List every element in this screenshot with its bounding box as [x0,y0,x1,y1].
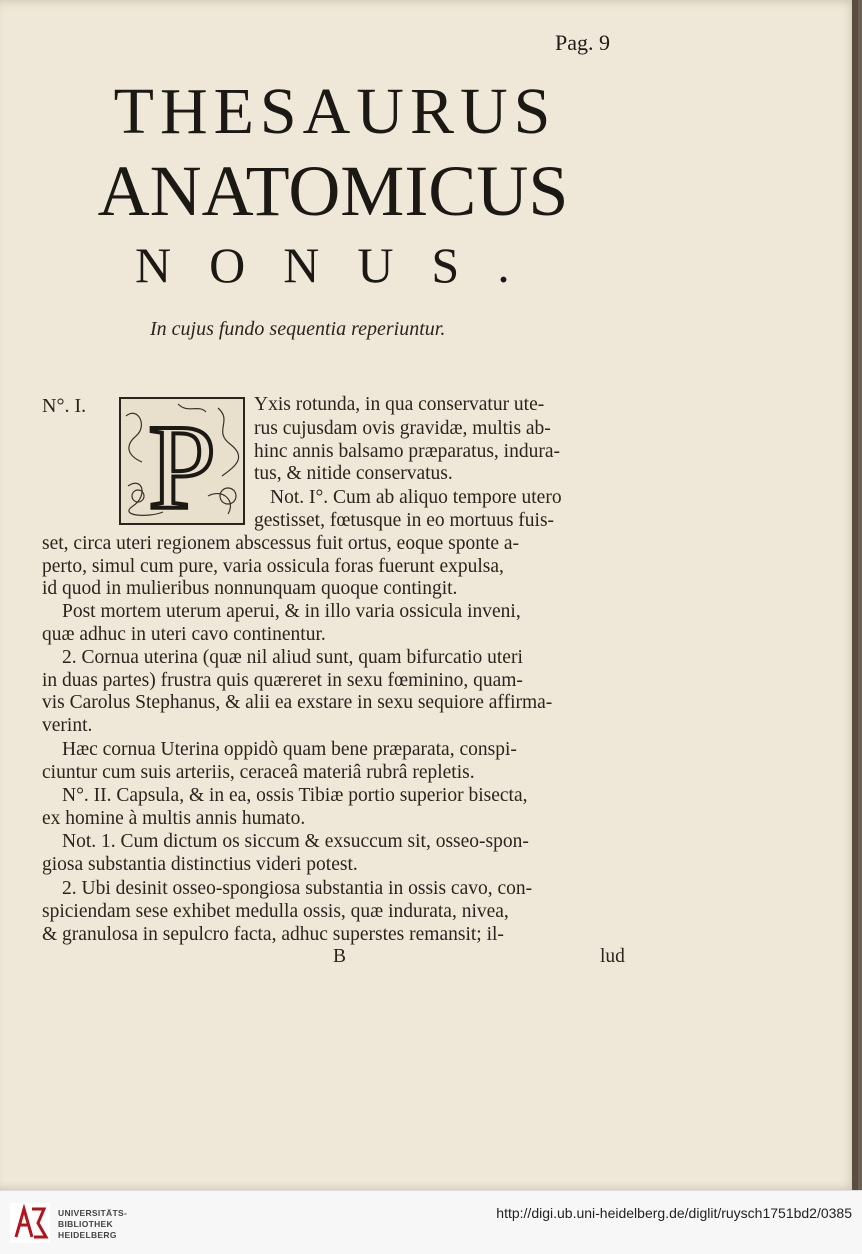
text-line: ex homine à multis annis humato. [42,808,306,829]
catchword: lud [600,946,625,967]
text-line: Yxis rotunda, in qua conservatur ute- [254,394,545,415]
decorated-initial-p-icon [118,396,246,526]
institution-line-1: UNIVERSITÄTS- [58,1208,128,1218]
institution-line-3: HEIDELBERG [58,1230,117,1240]
text-line: ciuntur cum suis arteriis, ceraceâ materiâ rubrâ repletis. [42,762,475,783]
text-line: Hæc cornua Uterina oppidò quam bene præparata, conspi- [62,739,517,760]
text-line: in duas partes) frustra quis quæreret in sexu fœminino, quam- [42,670,523,691]
university-library-logo-icon[interactable] [10,1203,50,1243]
signature-mark: B [333,946,347,967]
text-line: Not. I°. Cum ab aliquo tempore utero [270,487,562,508]
text-line: N°. II. Capsula, & in ea, ossis Tibiæ portio superior bisecta, [62,785,528,806]
text-line: gestisset, fœtusque in eo mortuus fuis- [254,510,555,531]
text-line: set, circa uteri regionem abscessus fuit ortus, eoque sponte a- [42,533,520,554]
text-line: spiciendam sese exhibet medulla ossis, quæ indurata, nivea, [42,901,509,922]
subtitle: In cujus fundo sequentia reperiuntur. [150,318,446,340]
institution-line-2: BIBLIOTHEK [58,1219,113,1229]
text-line: & granulosa in sepulcro facta, adhuc superstes remansit; il- [42,924,504,945]
title-line-1: THESAURUS [113,75,557,148]
text-line: perto, simul cum pure, varia ossicula foras fuerunt expulsa, [42,556,504,577]
text-line: Post mortem uterum aperui, & in illo varia ossicula inveni, [62,601,521,622]
title-line-2: ANATOMICUS [97,151,569,231]
text-line: 2. Cornua uterina (quæ nil aliud sunt, quam bifurcatio uteri [62,647,523,668]
text-line: quæ adhuc in uteri cavo continentur. [42,624,326,645]
text-line: giosa substantia distinctius videri potest. [42,854,358,875]
text-line: Not. 1. Cum dictum os siccum & exsuccum sit, osseo-spon- [62,831,529,852]
text-line: 2. Ubi desinit osseo-spongiosa substantia in ossis cavo, con- [62,878,533,899]
text-line: tus, & nitide conservatus. [254,463,453,484]
page-number: Pag. 9 [555,30,610,55]
text-line: rus cujusdam ovis gravidæ, multis ab- [254,418,551,439]
text-line: hinc annis balsamo præparatus, indura- [254,441,560,462]
text-line: id quod in mulieribus nonnunquam quoque contingit. [42,578,458,599]
section-label: N°. I. [42,395,87,417]
permalink-url[interactable]: http://digi.ub.uni-heidelberg.de/diglit/ruysch1751bd2/0385 [496,1205,852,1221]
dropcap-letter: P [148,400,216,526]
text-line: vis Carolus Stephanus, & alii ea exstare in sexu sequiore affirma- [42,692,553,713]
page-edge [852,0,858,1190]
text-line: verint. [42,715,93,736]
viewer-footer [0,1190,862,1254]
title-line-3: NONUS. [135,237,548,293]
